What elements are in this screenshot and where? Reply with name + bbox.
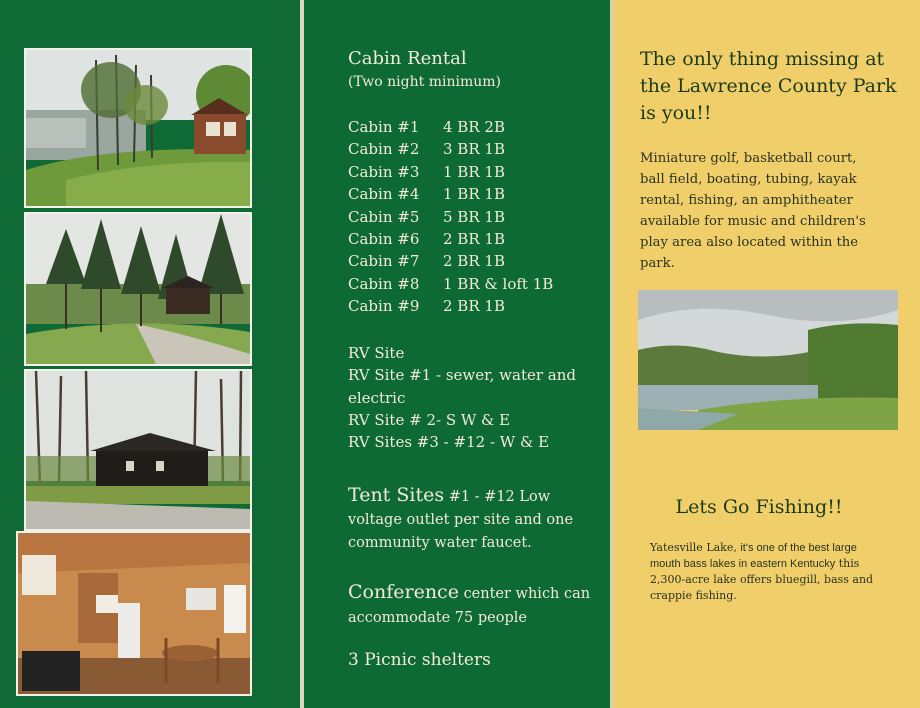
fishing-text-bass: it's one of the best large mouth bass lakes in eastern Kentucky — [650, 542, 857, 570]
cabin-name: Cabin #5 — [348, 207, 420, 226]
cabin-name: Cabin #1 — [348, 118, 420, 136]
cabin-list — [348, 118, 553, 320]
park-panel — [614, 0, 920, 708]
cabin-row — [348, 163, 553, 185]
cabin-rental-title: Cabin Rental — [348, 48, 467, 69]
fishing-text-acres: this 2,300-acre lake offers bluegill, bass and crappie fishing. — [650, 557, 874, 602]
rv-site-line-1: RV Site #1 - sewer, water and electric — [348, 366, 577, 407]
cabin-beds: 1 BR 1B — [443, 162, 505, 181]
cabin-row — [348, 208, 553, 230]
cabin-name: Cabin #2 — [348, 140, 420, 159]
cabin-row — [348, 140, 553, 162]
cabin-beds: 4 BR 2B — [443, 118, 505, 136]
cabin-beds: 2 BR 1B — [443, 252, 505, 271]
cabin-beds: 1 BR 1B — [443, 185, 505, 204]
cabin-name: Cabin #4 — [348, 185, 420, 204]
cabin-row — [348, 230, 553, 252]
cabin-row — [348, 252, 553, 274]
park-amenities: Miniature golf, basketball court, ball field, boating, tubing, kayak rental, fishing, an amphitheater available for music and children's play area also located within the park. — [640, 151, 866, 271]
rv-site-line-3: RV Sites #3 - #12 - W & E — [348, 433, 550, 452]
cabin-rental-subtitle: (Two night minimum) — [348, 74, 501, 90]
cabin-beds: 3 BR 1B — [443, 140, 505, 159]
photo-panel — [0, 0, 300, 708]
cabin-name: Cabin #6 — [348, 229, 420, 248]
photo-cabin-woods — [24, 369, 252, 531]
conference-text: center which can accommodate 75 people — [348, 586, 591, 626]
cabin-beds: 5 BR 1B — [443, 207, 505, 226]
cabin-name: Cabin #8 — [348, 274, 420, 293]
cabin-row — [348, 275, 553, 297]
conference-title: Conference — [348, 581, 459, 603]
tent-sites-text: #1 - #12 Low voltage outlet per site and one community water faucet. — [348, 489, 574, 551]
photo-cabin-pines — [24, 212, 252, 366]
cabin-name: Cabin #9 — [348, 297, 420, 316]
cabin-beds: 2 BR 1B — [443, 297, 505, 316]
park-headline: The only thing missing at the Lawrence County Park is you!! — [640, 48, 897, 124]
cabin-row — [348, 185, 553, 207]
fishing-text-lake: Yatesville Lake, — [650, 541, 737, 554]
rv-site-title: RV Site — [348, 344, 405, 362]
fishing-title: Lets Go Fishing!! — [675, 496, 843, 518]
tent-sites-title: Tent Sites — [348, 484, 445, 506]
cabin-beds: 1 BR & loft 1B — [443, 274, 554, 293]
photo-cabin-interior — [16, 531, 252, 696]
rental-panel — [304, 0, 610, 708]
cabin-beds: 2 BR 1B — [443, 229, 505, 248]
cabin-row — [348, 118, 553, 140]
rv-site-line-2: RV Site # 2- S W & E — [348, 410, 511, 429]
fishing-text — [650, 540, 878, 604]
photo-cabin-lakeside — [24, 48, 252, 208]
tent-sites-section — [348, 484, 598, 555]
cabin-row — [348, 297, 553, 319]
cabin-name: Cabin #7 — [348, 252, 420, 271]
cabin-name: Cabin #3 — [348, 162, 420, 181]
conference-section — [348, 580, 598, 630]
picnic-shelters: 3 Picnic shelters — [348, 650, 491, 670]
photo-lake — [638, 290, 898, 430]
rv-site-section — [348, 342, 588, 453]
